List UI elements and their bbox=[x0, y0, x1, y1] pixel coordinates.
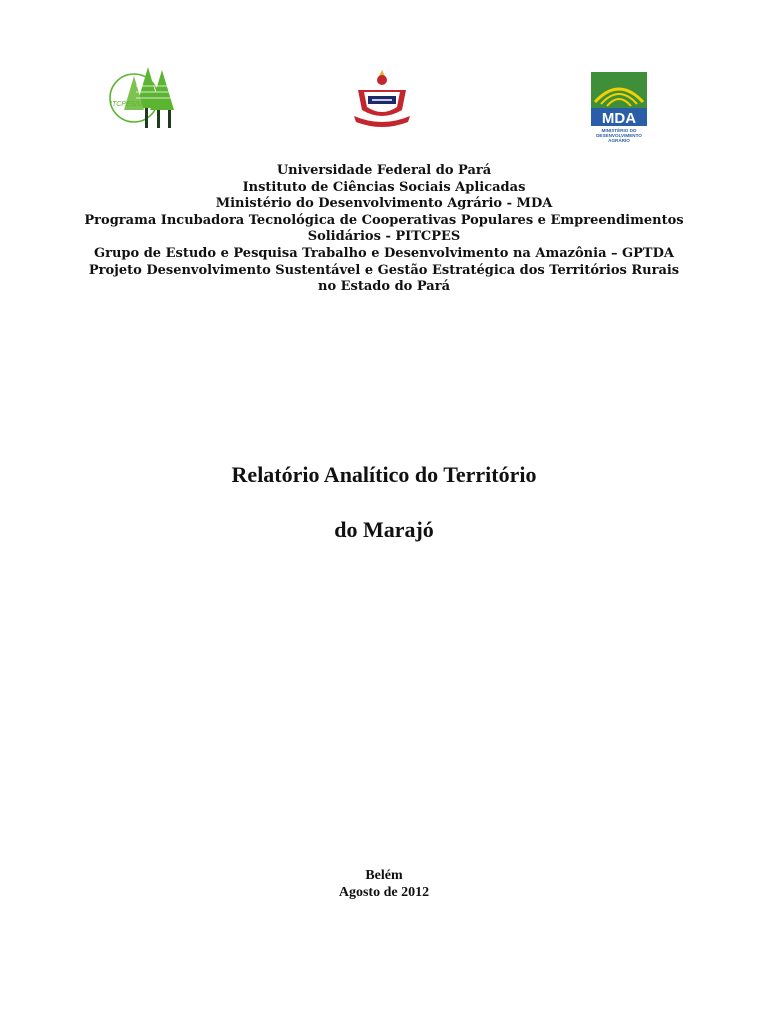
footer-city: Belém bbox=[365, 868, 403, 883]
itcpes-logo bbox=[108, 64, 184, 132]
itcpes-logo-text: ITCPES/UFPA bbox=[110, 101, 156, 108]
header-line-program-cont: Solidários - PITCPES bbox=[307, 229, 461, 245]
document-footer bbox=[60, 867, 708, 901]
header-line-program: Programa Incubadora Tecnológica de Cooperativas Populares e Empreendimentos bbox=[84, 212, 684, 228]
mda-logo-mark: MDA bbox=[601, 110, 637, 127]
mda-logo-caption-3: AGRÁRIO bbox=[608, 138, 630, 142]
document-title-line-1: Relatório Analítico do Território bbox=[231, 462, 537, 487]
ufpa-logo bbox=[350, 70, 414, 128]
mda-logo-caption-2: DESENVOLVIMENTO bbox=[596, 133, 642, 138]
header-line-ministry: Ministério do Desenvolvimento Agrário - MDA bbox=[215, 196, 553, 212]
header-line-university: Universidade Federal do Pará bbox=[276, 163, 492, 178]
header-line-group: Grupo de Estudo e Pesquisa Trabalho e Desenvolvimento na Amazônia – GPTDA bbox=[94, 245, 674, 261]
itcpes-ufpa-logo-icon bbox=[108, 64, 184, 132]
mda-logo bbox=[591, 72, 647, 142]
institution-header bbox=[60, 163, 708, 296]
footer-date: Agosto de 2012 bbox=[338, 885, 430, 900]
mda-logo-caption-1: MINISTÉRIO DO bbox=[601, 128, 637, 133]
document-title-line-2: do Marajó bbox=[334, 517, 434, 542]
header-line-project-cont: no Estado do Pará bbox=[318, 279, 450, 295]
mda-logo-icon bbox=[591, 72, 647, 142]
ufpa-coat-of-arms-icon bbox=[350, 70, 414, 128]
header-line-project: Projeto Desenvolvimento Sustentável e Gestão Estratégica dos Territórios Rurais bbox=[88, 262, 680, 278]
header-line-institute: Instituto de Ciências Sociais Aplicadas bbox=[242, 179, 526, 195]
